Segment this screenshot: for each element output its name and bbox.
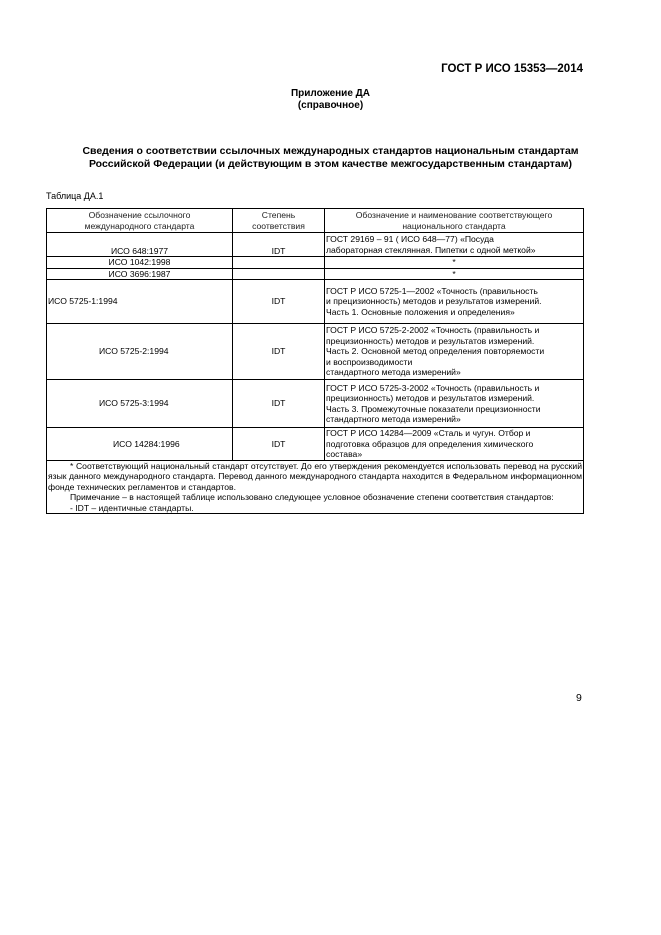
section-title (40, 145, 621, 171)
note: Примечание – в настоящей таблице использовано следующее условное обозначение степени соответствия стандартов: (70, 492, 554, 503)
table-header-row (47, 209, 584, 233)
national-standard-cell: * (325, 257, 584, 269)
table-row (47, 233, 584, 257)
national-standard-cell: ГОСТ Р ИСО 14284—2009 «Сталь и чугун. Отбор и подготовка образцов для определения химического состава» (325, 428, 584, 461)
degree-cell: IDT (233, 233, 325, 257)
intl-standard-cell: ИСО 3696:1987 (47, 268, 233, 280)
table-row (47, 268, 584, 280)
correspondence-table (46, 208, 584, 514)
degree-cell: IDT (233, 428, 325, 461)
table-notes (47, 461, 584, 514)
degree-cell (233, 268, 325, 280)
appendix-subtitle: (справочное) (297, 100, 364, 111)
intl-standard-cell: ИСО 14284:1996 (47, 428, 233, 461)
national-standard-cell: ГОСТ 29169 – 91 ( ИСО 648—77) «Посуда лабораторная стеклянная. Пипетки с одной меткой» (325, 233, 584, 257)
page-number: 9 (576, 692, 582, 704)
table-label: Таблица ДА.1 (46, 191, 104, 201)
header-national-standard: Обозначение и наименование соответствующего национального стандарта (325, 209, 584, 233)
header-degree: Степень соответствия (233, 209, 325, 233)
footnote: * Соответствующий национальный стандарт отсутствует. До его утверждения рекомендуется использовать перевод на русский язык данного международного стандарта. Перевод данного международного стандарта находится в Федеральном информационном фонде технических регламентов и стандартов. (48, 461, 582, 492)
table-row (47, 257, 584, 269)
intl-standard-cell: ИСО 5725-3:1994 (47, 380, 233, 428)
degree-cell: IDT (233, 324, 325, 380)
document-code: ГОСТ Р ИСО 15353—2014 (441, 63, 583, 75)
degree-cell (233, 257, 325, 269)
national-standard-cell: ГОСТ Р ИСО 5725-2-2002 «Точность (правильность и прецизионность) методов и результатов измерений. Часть 2. Основной метод определения повторяемости и воспроизводимости стандартного метода измерений» (325, 324, 584, 380)
section-title-line-2: Российской Федерации (и действующим в этом качестве межгосударственным стандартам) (88, 158, 573, 170)
degree-cell: IDT (233, 280, 325, 324)
national-standard-cell: * (325, 268, 584, 280)
national-standard-cell: ГОСТ Р ИСО 5725-1—2002 «Точность (правильность и прецизионность) методов и результатов измерений. Часть 1. Основные положения и определения» (325, 280, 584, 324)
intl-standard-cell: ИСО 648:1977 (47, 233, 233, 257)
appendix-heading (0, 88, 661, 112)
degree-cell: IDT (233, 380, 325, 428)
appendix-title: Приложение ДА (290, 88, 371, 99)
section-title-line-1: Сведения о соответствии ссылочных международных стандартов национальным стандартам (82, 145, 579, 157)
table-row (47, 428, 584, 461)
table-row (47, 324, 584, 380)
intl-standard-cell: ИСО 5725-1:1994 (47, 280, 233, 324)
table-notes-row (47, 461, 584, 514)
idt-legend: - IDT – идентичные стандарты. (70, 502, 194, 513)
table-row (47, 280, 584, 324)
national-standard-cell: ГОСТ Р ИСО 5725-3-2002 «Точность (правильность и прецизионность) методов и результатов измерений. Часть 3. Промежуточные показатели прецизионности стандартного метода измерений» (325, 380, 584, 428)
header-intl-standard: Обозначение ссылочного международного стандарта (47, 209, 233, 233)
intl-standard-cell: ИСО 5725-2:1994 (47, 324, 233, 380)
intl-standard-cell: ИСО 1042:1998 (47, 257, 233, 269)
table-row (47, 380, 584, 428)
